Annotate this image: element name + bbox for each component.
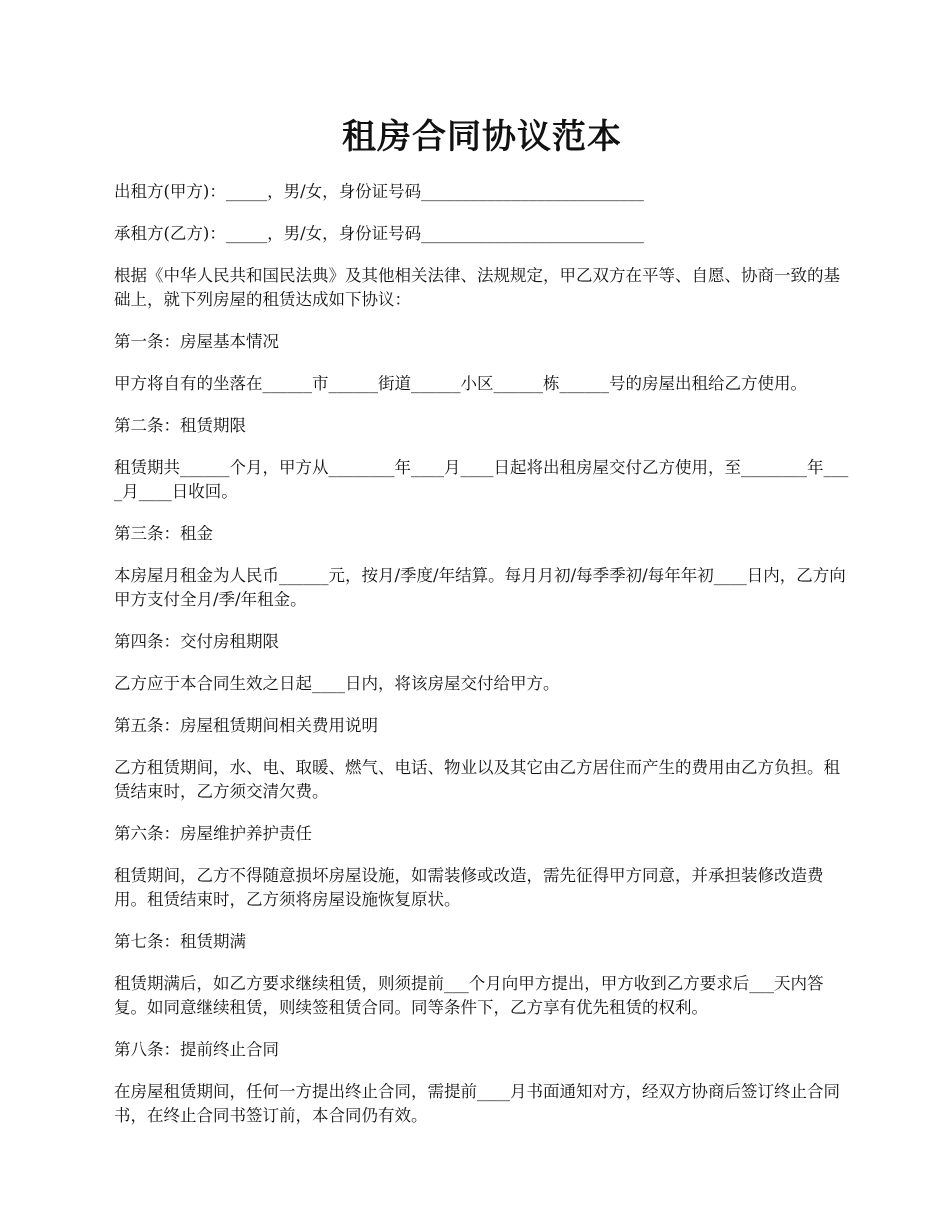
article-2-heading: 第二条：租赁期限	[114, 416, 246, 435]
article-6-body: 租赁期间，乙方不得随意损坏房屋设施，如需装修或改造，需先征得甲方同意，并承担装修改造费用。租赁结束时，乙方须将房屋设施恢复原状。	[114, 866, 824, 909]
document-title: 租房合同协议范本	[342, 117, 622, 157]
article-8-body: 在房屋租赁期间，任何一方提出终止合同，需提前____月书面通知对方，经双方协商后签订终止合同书，在终止合同书签订前，本合同仍有效。	[114, 1082, 840, 1125]
article-7-body: 租赁期满后，如乙方要求继续租赁，则须提前___个月向甲方提出，甲方收到乙方要求后___天内答复。如同意继续租赁，则续签租赁合同。同等条件下，乙方享有优先租赁的权利。	[114, 974, 824, 1017]
party-b-line: 承租方(乙方)：_____，男/女，身份证号码___________________________	[114, 224, 644, 243]
document-body	[114, 180, 850, 1146]
article-5-heading: 第五条：房屋租赁期间相关费用说明	[114, 716, 378, 735]
article-1-body: 甲方将自有的坐落在______市______街道______小区______栋______号的房屋出租给乙方使用。	[114, 374, 807, 393]
article-8-heading: 第八条：提前终止合同	[114, 1040, 279, 1059]
article-1-heading: 第一条：房屋基本情况	[114, 332, 279, 351]
article-3-heading: 第三条：租金	[114, 524, 213, 543]
article-5-body: 乙方租赁期间，水、电、取暖、燃气、电话、物业以及其它由乙方居住而产生的费用由乙方负担。租赁结束时，乙方须交清欠费。	[114, 758, 840, 801]
party-a-line: 出租方(甲方)：_____，男/女，身份证号码___________________________	[114, 182, 644, 201]
preamble-paragraph: 根据《中华人民共和国民法典》及其他相关法律、法规规定，甲乙双方在平等、自愿、协商一致的基础上，就下列房屋的租赁达成如下协议：	[114, 266, 840, 309]
article-4-heading: 第四条：交付房租期限	[114, 632, 279, 651]
article-2-body: 租赁期共______个月，甲方从________年____月____日起将出租房屋交付乙方使用，至________年____月____日收回。	[114, 458, 849, 501]
article-3-body: 本房屋月租金为人民币______元，按月/季度/年结算。每月月初/每季季初/每年年初____日内，乙方向甲方支付全月/季/年租金。	[114, 566, 846, 609]
article-7-heading: 第七条：租赁期满	[114, 932, 246, 951]
article-4-body: 乙方应于本合同生效之日起____日内，将该房屋交付给甲方。	[114, 674, 560, 693]
article-6-heading: 第六条：房屋维护养护责任	[114, 824, 312, 843]
